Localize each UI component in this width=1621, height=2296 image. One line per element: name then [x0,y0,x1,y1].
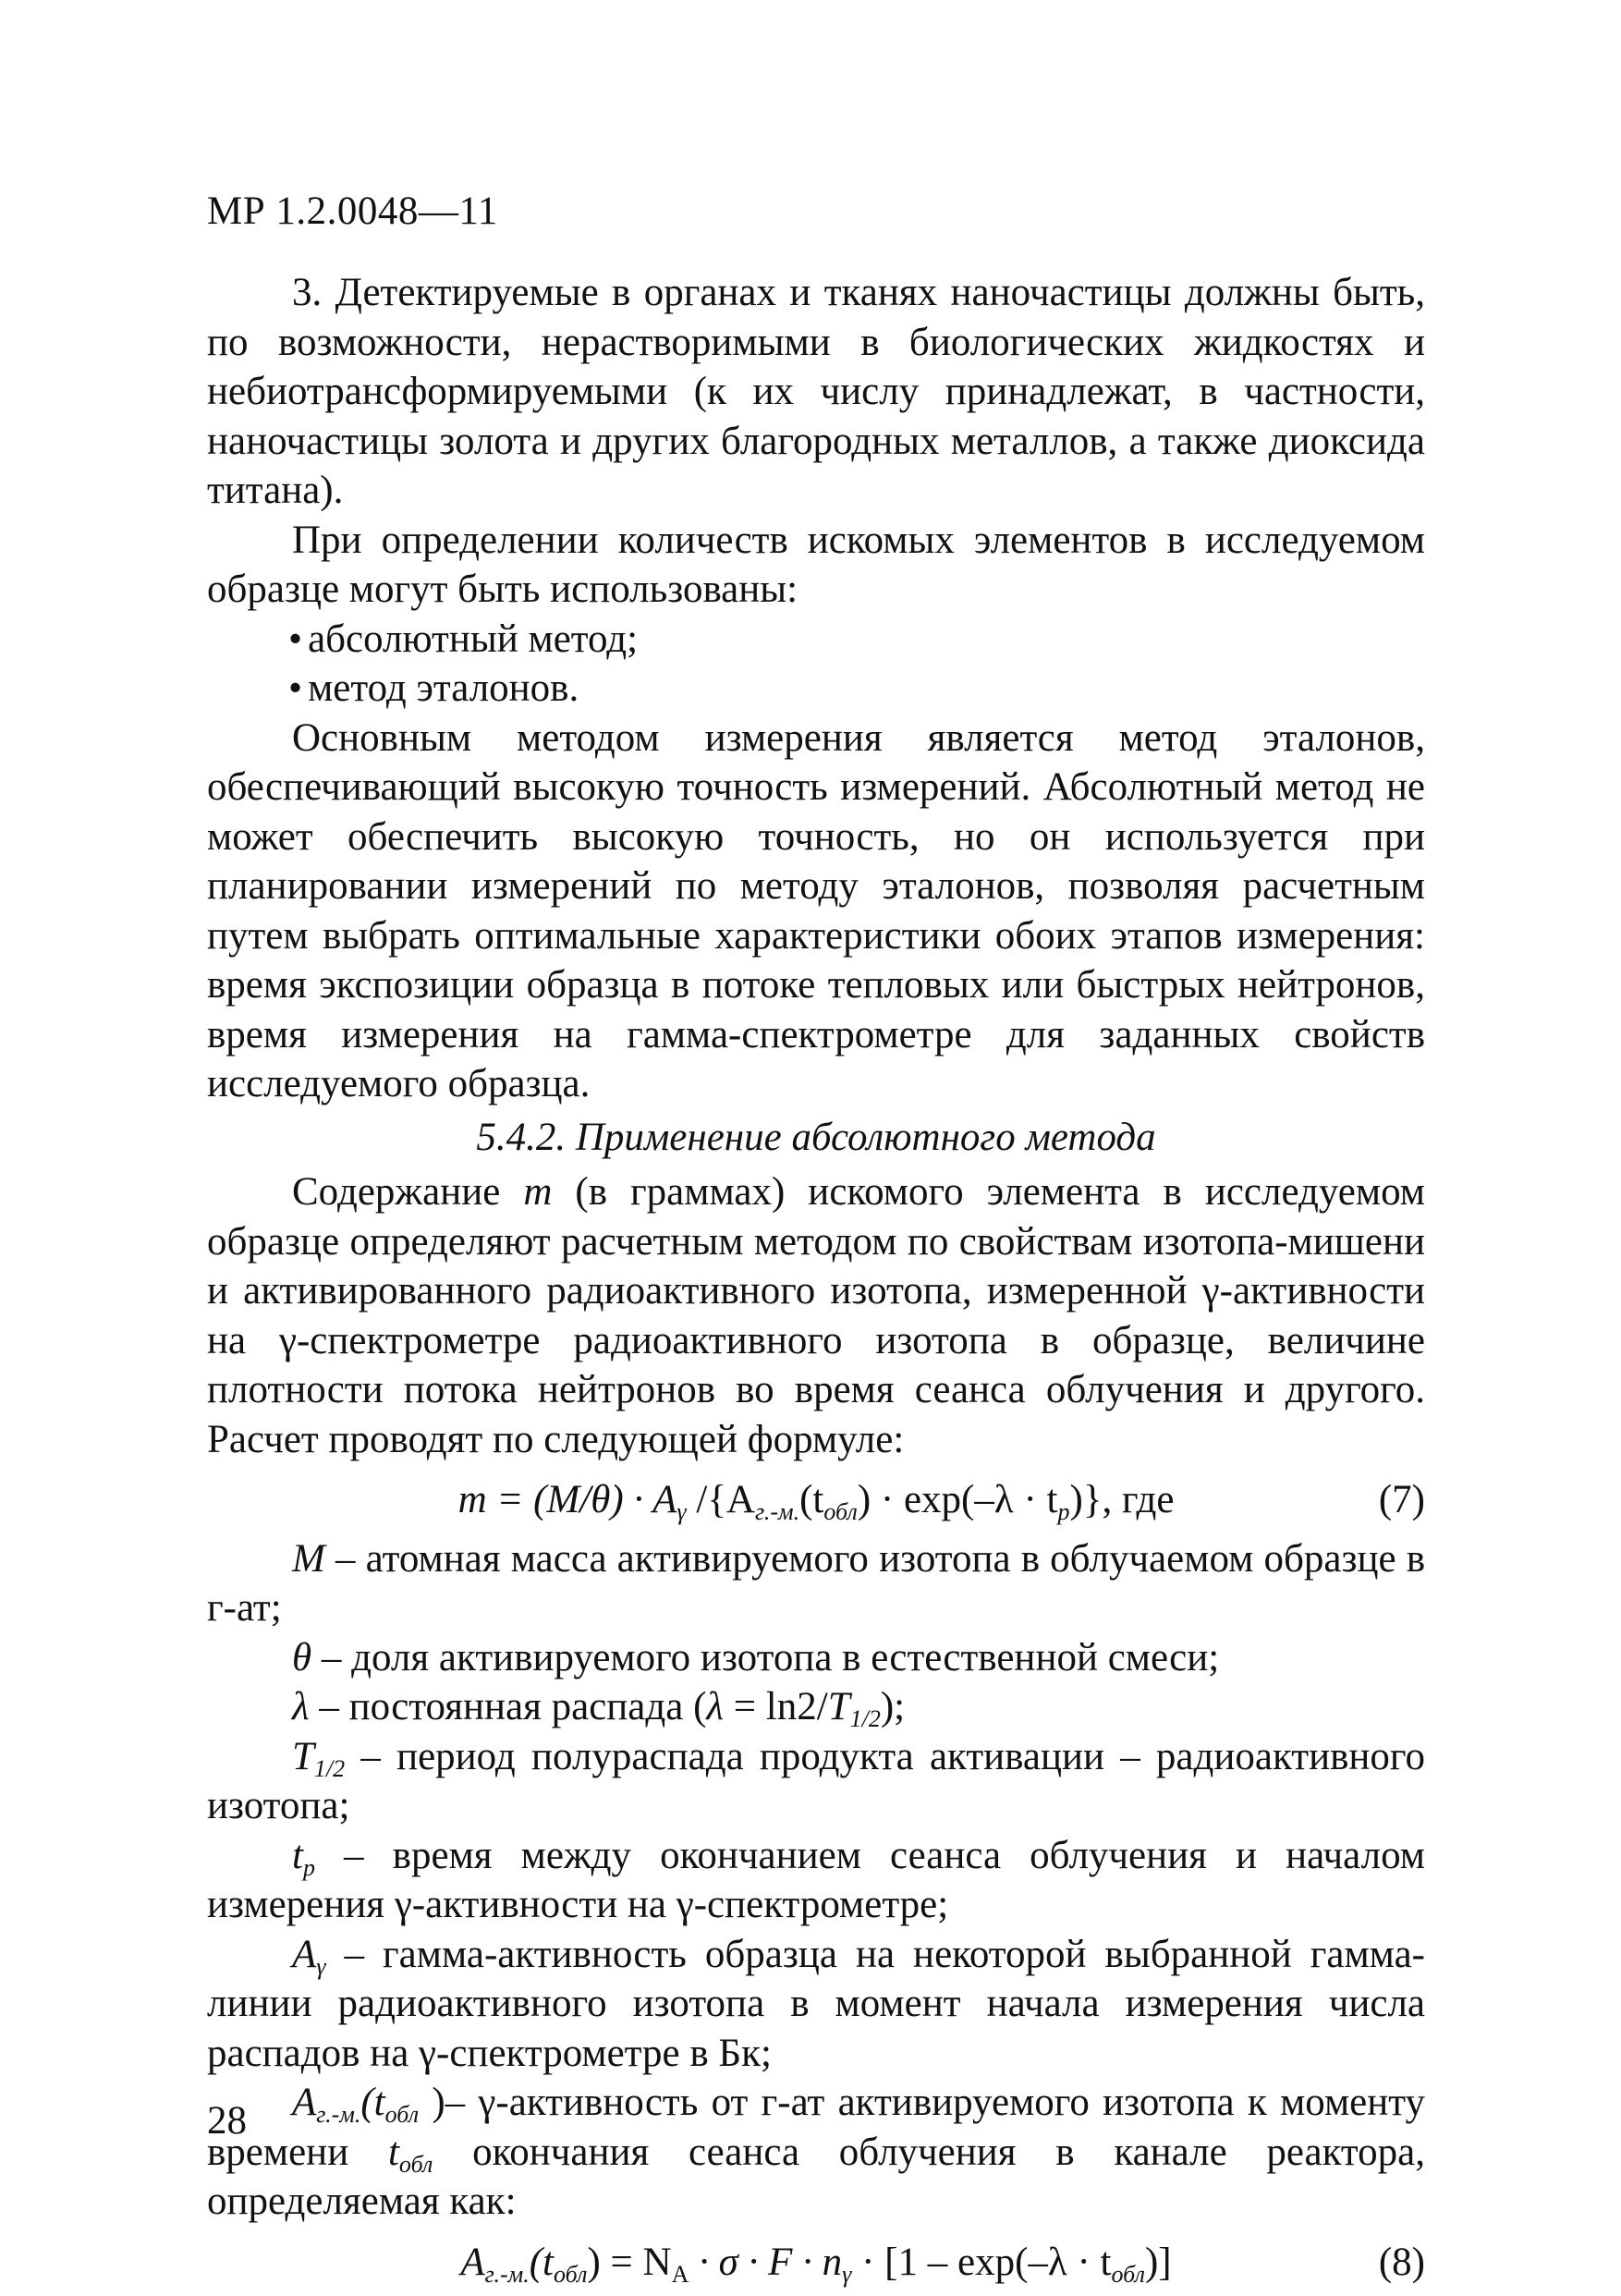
bullet-icon: • [288,617,303,661]
formula-number: (7) [1378,1478,1425,1521]
bullet-icon: • [288,666,303,710]
definition-item: $A_\gamma$ – гамма-активность образца на некоторой выбранной гамма-линии радиоактивного изотопа в момент начала измерения числа распадов на γ-спектрометре в Бк; [207,1932,1425,2075]
paragraph-main-method: Основным методом измерения является метод эталонов, обеспечивающий высокую точность измерений. Абсолютный метод не может обеспечить высокую точность, но он используется при планировании измерений по методу эталонов, позволяя расчетным путем выбрать оптимальные характеристики обоих этапов измерения: время экспозиции образца в потоке тепловых или быстрых нейтронов, время измерения на гамма-спектрометре для заданных свойств исследуемого образца. [207,715,1425,1105]
bullet-item: • метод эталонов. [288,666,579,710]
paragraph-absolute-method: Содержание m (в граммах) искомого элемента в исследуемом образце определяют расчетным методом по свойствам изотопа-мишени и активированного радиоактивного изотопа, измеренной γ-активности на γ-спектрометре радиоактивного изотопа в образце, величине плотности потока нейтронов во время сеанса облучения и другого. Расчет проводят по следующей формуле: [207,1170,1425,1461]
formula-number: (8) [1378,2240,1425,2284]
definitions-list [207,1534,1425,2227]
section-heading: 5.4.2. Применение абсолютного метода [476,1115,1156,1159]
page-number: 28 [207,2099,247,2143]
formula-8: $A_{г.-м.}(t_{обл}) = N_A \cdot \sigma \cdot F \cdot n_\gamma \cdot [1 - \exp(-\lambda \cdot t_{обл})]$ (8) [207,2238,1425,2288]
definition-item: θ – доля активируемого изотопа в естественной смеси; [292,1635,1220,1679]
paragraph-nanoparticles: 3. Детектируемые в органах и тканях наночастицы должны быть, по возможности, нерастворимыми в биологических жидкостях и небиотрансформируемыми (к их числу принадлежат, в частности, наночастицы золота и других благородных металлов, а также диоксида титана). [207,271,1425,512]
definition-item: $t_р$ – время между окончанием сеанса облучения и началом измерения γ-активности на γ-спектрометре; [207,1833,1425,1926]
bullet-item: • абсолютный метод; [288,617,639,661]
definition-item: M – атомная масса активируемого изотопа в облучаемом образце в г-ат; [207,1536,1425,1630]
definition-item: $A_{г.-м.}(t_{обл}$ )– γ-активность от г-ат активируемого изотопа к моменту времени $t_{обл}$ окончания сеанса облучения в канале реактора, определяемая как: [207,2081,1425,2223]
definition-item: λ – постоянная распада $(\lambda = \ln 2/T_{1/2})$; [292,1685,906,1732]
page-body [207,268,1425,2296]
definition-item: $T_{1/2}$ – период полураспада продукта активации – радиоактивного изотопа; [207,1734,1425,1827]
document-code: МР 1.2.0048—11 [207,189,498,233]
formula-7: $m = (M/\theta) \cdot A_\gamma$ $/\{A_{г.-м.}(t_{обл}) \cdot \exp(-\lambda \cdot t_р)\}$, где (7) [207,1475,1425,1525]
paragraph-methods-intro: При определении количеств искомых элементов в исследуемом образце могут быть использованы: [207,518,1425,611]
